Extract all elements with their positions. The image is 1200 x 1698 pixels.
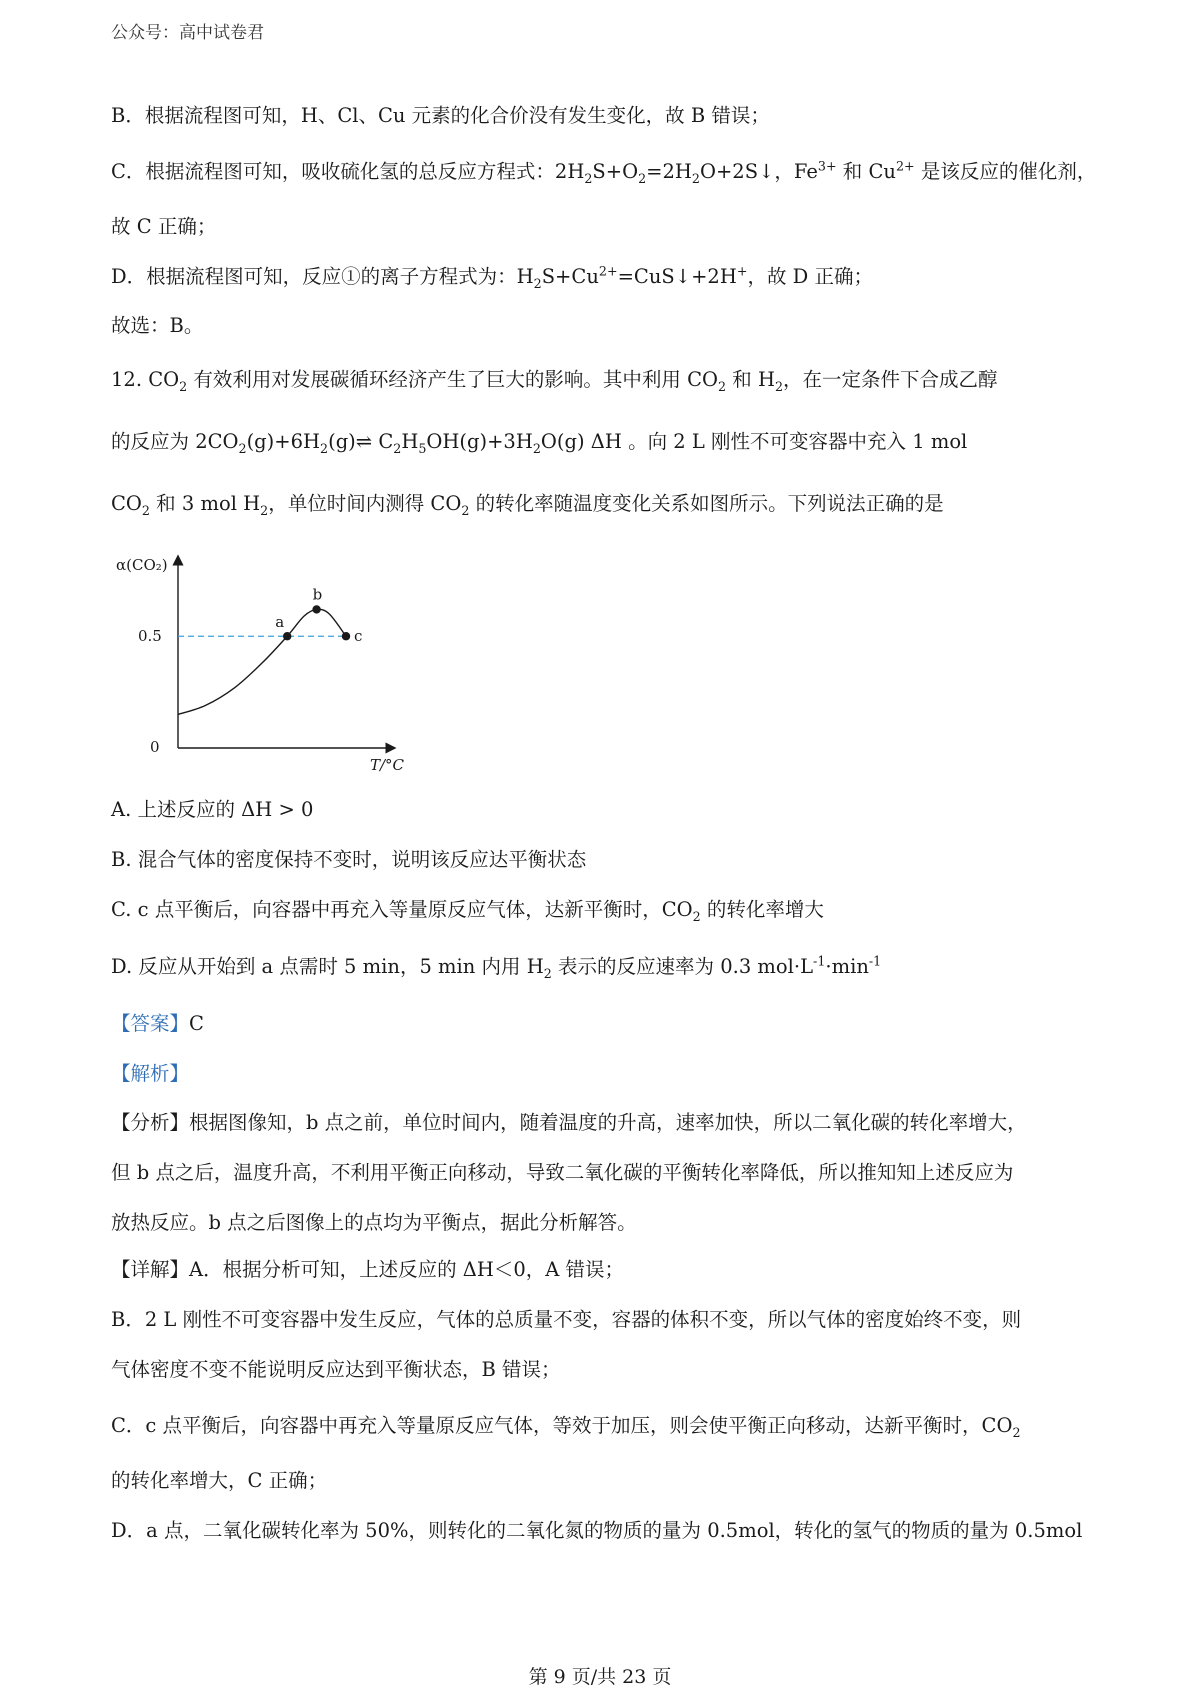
prev-option-d: D．根据流程图可知，反应①的离子方程式为：$H_2S+Cu^{2+}=CuS↓+2H^+$，故 D 正确； bbox=[111, 263, 873, 291]
detail-c-line2: 的转化率增大，C 正确； bbox=[111, 1469, 328, 1492]
x-axis-label: T/°C bbox=[370, 756, 405, 773]
point-label-b: b bbox=[312, 585, 323, 604]
analysis-p1: 【分析】根据图像知，b 点之前，单位时间内，随着温度的升高，速率加快，所以二氧化碳的转化率增大， bbox=[111, 1111, 1027, 1134]
origin-label: 0 bbox=[150, 738, 160, 756]
detail-b-line2: 气体密度不变不能说明反应达到平衡状态，B 错误； bbox=[111, 1358, 561, 1381]
question-line3: $CO_2$ 和 3 mol $H_2$，单位时间内测得 $CO_2$ 的转化率随温度变化关系如图所示。下列说法正确的是 bbox=[111, 492, 944, 518]
detail-b-line1: B．2 L 刚性不可变容器中发生反应，气体的总质量不变，容器的体积不变，所以气体的密度始终不变，则 bbox=[111, 1308, 1022, 1331]
answer: 【答案】C bbox=[111, 1012, 204, 1035]
point-b bbox=[312, 605, 320, 613]
detail-a: 【详解】A．根据分析可知，上述反应的 ΔH＜0，A 错误； bbox=[111, 1258, 625, 1281]
prev-option-c-line1: C．根据流程图可知，吸收硫化氢的总反应方程式：$2H_2S+O_2=2H_2O+2S↓$，$Fe^{3+}$ 和 $Cu^{2+}$ 是该反应的催化剂， bbox=[111, 158, 1097, 186]
prev-option-c-line2: 故 C 正确； bbox=[111, 215, 217, 238]
detail-c-line1: C．c 点平衡后，向容器中再充入等量原反应气体，等效于加压，则会使平衡正向移动，达新平衡时，$CO_2$ bbox=[111, 1414, 1021, 1440]
y-tick-label: 0.5 bbox=[138, 627, 162, 646]
question-line2-equation: 的反应为 $2CO_2(g)+6H_2(g)\rightleftharpoons$ $C_2H_5OH(g)+3H_2O(g)$ ΔH 。向 2 L 刚性不可变容器中充入 1 mol bbox=[111, 430, 968, 456]
point-label-c: c bbox=[354, 627, 363, 646]
option-d: D. 反应从开始到 a 点需时 5 min，5 min 内用 $H_2$ 表示的反应速率为 0.3 $mol\cdot L^{-1}\cdot\min^{-1}$ bbox=[111, 953, 882, 981]
conversion-curve bbox=[178, 609, 346, 714]
option-a: A. 上述反应的 ΔH > 0 bbox=[111, 798, 314, 821]
page-footer: 第 9 页/共 23 页 bbox=[528, 1666, 672, 1688]
point-c bbox=[342, 632, 350, 640]
option-c: C. c 点平衡后，向容器中再充入等量原反应气体，达新平衡时，$CO_2$ 的转化率增大 bbox=[111, 898, 824, 924]
question-line1: 12. $CO_2$ 有效利用对发展碳循环经济产生了巨大的影响。其中利用 $CO_2$ 和 $H_2$，在一定条件下合成乙醇 bbox=[111, 368, 998, 394]
analysis-p2: 但 b 点之后，温度升高，不利用平衡正向移动，导致二氧化碳的平衡转化率降低，所以推知知上述反应为 bbox=[111, 1161, 1014, 1184]
point-a bbox=[283, 632, 291, 640]
analysis-label: 【解析】 bbox=[111, 1062, 190, 1085]
analysis-p3: 放热反应。b 点之后图像上的点均为平衡点，据此分析解答。 bbox=[111, 1211, 637, 1234]
point-label-a: a bbox=[275, 613, 285, 632]
detail-d: D．a 点，二氧化碳转化率为 50%，则转化的二氧化氮的物质的量为 0.5mol，转化的氢气的物质的量为 0.5mol bbox=[111, 1519, 1083, 1542]
option-b: B. 混合气体的密度保持不变时，说明该反应达平衡状态 bbox=[111, 848, 587, 871]
prev-option-b: B．根据流程图可知，H、Cl、Cu 元素的化合价没有发生变化，故 B 错误； bbox=[111, 104, 770, 127]
conversion-chart bbox=[108, 548, 418, 773]
prev-choice: 故选：B。 bbox=[111, 314, 204, 337]
y-axis-label: α(CO₂) bbox=[116, 556, 168, 574]
page-header: 公众号：高中试卷君 bbox=[111, 23, 264, 43]
